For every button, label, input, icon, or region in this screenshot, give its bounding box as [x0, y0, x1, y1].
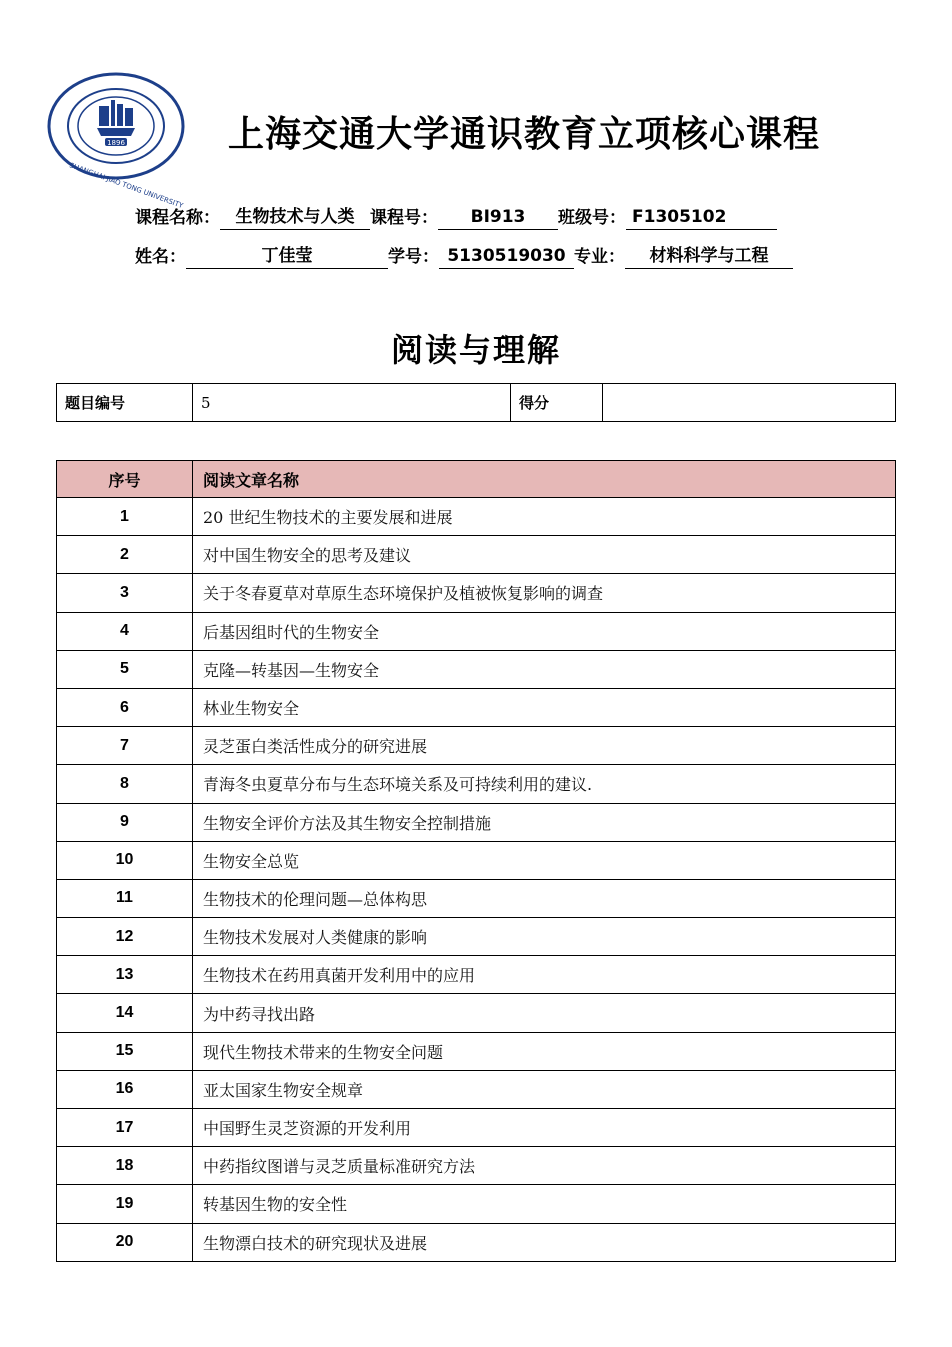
- row-number: 8: [57, 765, 193, 803]
- row-number: 7: [57, 727, 193, 765]
- table-row: [57, 498, 896, 536]
- row-number: 10: [57, 841, 193, 879]
- row-number: 2: [57, 536, 193, 574]
- table-row: [57, 1147, 896, 1185]
- row-number: 14: [57, 994, 193, 1032]
- table-row: [57, 536, 896, 574]
- article-title: 生物技术发展对人类健康的影响: [193, 918, 896, 956]
- row-number: 9: [57, 803, 193, 841]
- row-number: 4: [57, 612, 193, 650]
- row-number: 17: [57, 1109, 193, 1147]
- row-number: 15: [57, 1032, 193, 1070]
- table-row: [57, 574, 896, 612]
- row-number: 12: [57, 918, 193, 956]
- student-no-value: 5130519030: [439, 244, 574, 269]
- row-number: 6: [57, 688, 193, 726]
- row-number: 3: [57, 574, 193, 612]
- table-row: [57, 841, 896, 879]
- row-number: 19: [57, 1185, 193, 1223]
- article-title: 转基因生物的安全性: [193, 1185, 896, 1223]
- table-row: [57, 803, 896, 841]
- article-title: 生物安全评价方法及其生物安全控制措施: [193, 803, 896, 841]
- school-course-title: 上海交通大学通识教育立项核心课程: [228, 114, 821, 155]
- row-number: 18: [57, 1147, 193, 1185]
- article-title: 生物安全总览: [193, 841, 896, 879]
- class-no-label: 班级号：: [558, 208, 626, 228]
- topic-score-table: [56, 383, 896, 422]
- article-title: 克隆—转基因—生物安全: [193, 650, 896, 688]
- table-row: [57, 879, 896, 917]
- course-no-label: 课程号：: [370, 208, 438, 228]
- svg-text:SHANGHAI JIAO TONG UNIVERSITY: SHANGHAI JIAO TONG UNIVERSITY: [68, 161, 185, 211]
- article-title: 灵芝蛋白类活性成分的研究进展: [193, 727, 896, 765]
- article-title: 生物技术的伦理问题—总体构思: [193, 879, 896, 917]
- article-title: 林业生物安全: [193, 688, 896, 726]
- table-row: [57, 688, 896, 726]
- seal-year: 1896: [107, 139, 125, 147]
- topic-no-value: 5: [193, 384, 511, 422]
- table-row: [57, 650, 896, 688]
- course-name-label: 课程名称：: [135, 208, 220, 228]
- table-row: [57, 1032, 896, 1070]
- col-header-num: 序号: [57, 461, 193, 498]
- row-number: 5: [57, 650, 193, 688]
- student-info-line: [135, 244, 793, 268]
- name-value: 丁佳莹: [186, 244, 388, 269]
- article-title: 青海冬虫夏草分布与生态环境关系及可持续利用的建议.: [193, 765, 896, 803]
- topic-no-label: 题目编号: [57, 384, 193, 422]
- course-info-line: [135, 205, 777, 229]
- table-row: [57, 1185, 896, 1223]
- row-number: 1: [57, 498, 193, 536]
- name-label: 姓名：: [135, 247, 186, 267]
- article-title: 后基因组时代的生物安全: [193, 612, 896, 650]
- major-label: 专业：: [574, 247, 625, 267]
- table-row: [57, 994, 896, 1032]
- row-number: 16: [57, 1070, 193, 1108]
- article-title: 中药指纹图谱与灵芝质量标准研究方法: [193, 1147, 896, 1185]
- reading-list-table: [56, 460, 896, 1262]
- article-title: 现代生物技术带来的生物安全问题: [193, 1032, 896, 1070]
- table-row: [57, 918, 896, 956]
- article-title: 中国野生灵芝资源的开发利用: [193, 1109, 896, 1147]
- table-row: [57, 612, 896, 650]
- table-row: [57, 1109, 896, 1147]
- row-number: 20: [57, 1223, 193, 1261]
- col-header-title: 阅读文章名称: [193, 461, 896, 498]
- article-title: 对中国生物安全的思考及建议: [193, 536, 896, 574]
- class-no-value: F1305102: [626, 205, 777, 230]
- article-title: 亚太国家生物安全规章: [193, 1070, 896, 1108]
- table-row: [57, 765, 896, 803]
- row-number: 13: [57, 956, 193, 994]
- article-title: 20 世纪生物技术的主要发展和进展: [193, 498, 896, 536]
- row-number: 11: [57, 879, 193, 917]
- course-name-value: 生物技术与人类: [220, 205, 370, 230]
- article-title: 生物技术在药用真菌开发利用中的应用: [193, 956, 896, 994]
- score-label: 得分: [511, 384, 603, 422]
- article-title: 为中药寻找出路: [193, 994, 896, 1032]
- score-value: [603, 384, 896, 422]
- article-title: 关于冬春夏草对草原生态环境保护及植被恢复影响的调查: [193, 574, 896, 612]
- table-row: [57, 727, 896, 765]
- table-row: [57, 1223, 896, 1261]
- major-value: 材料科学与工程: [625, 244, 793, 269]
- course-no-value: BI913: [438, 205, 558, 230]
- university-seal-logo: [47, 72, 185, 211]
- article-title: 生物漂白技术的研究现状及进展: [193, 1223, 896, 1261]
- student-no-label: 学号：: [388, 247, 439, 267]
- table-row: [57, 956, 896, 994]
- table-row: [57, 1070, 896, 1108]
- section-title: 阅读与理解: [390, 331, 561, 369]
